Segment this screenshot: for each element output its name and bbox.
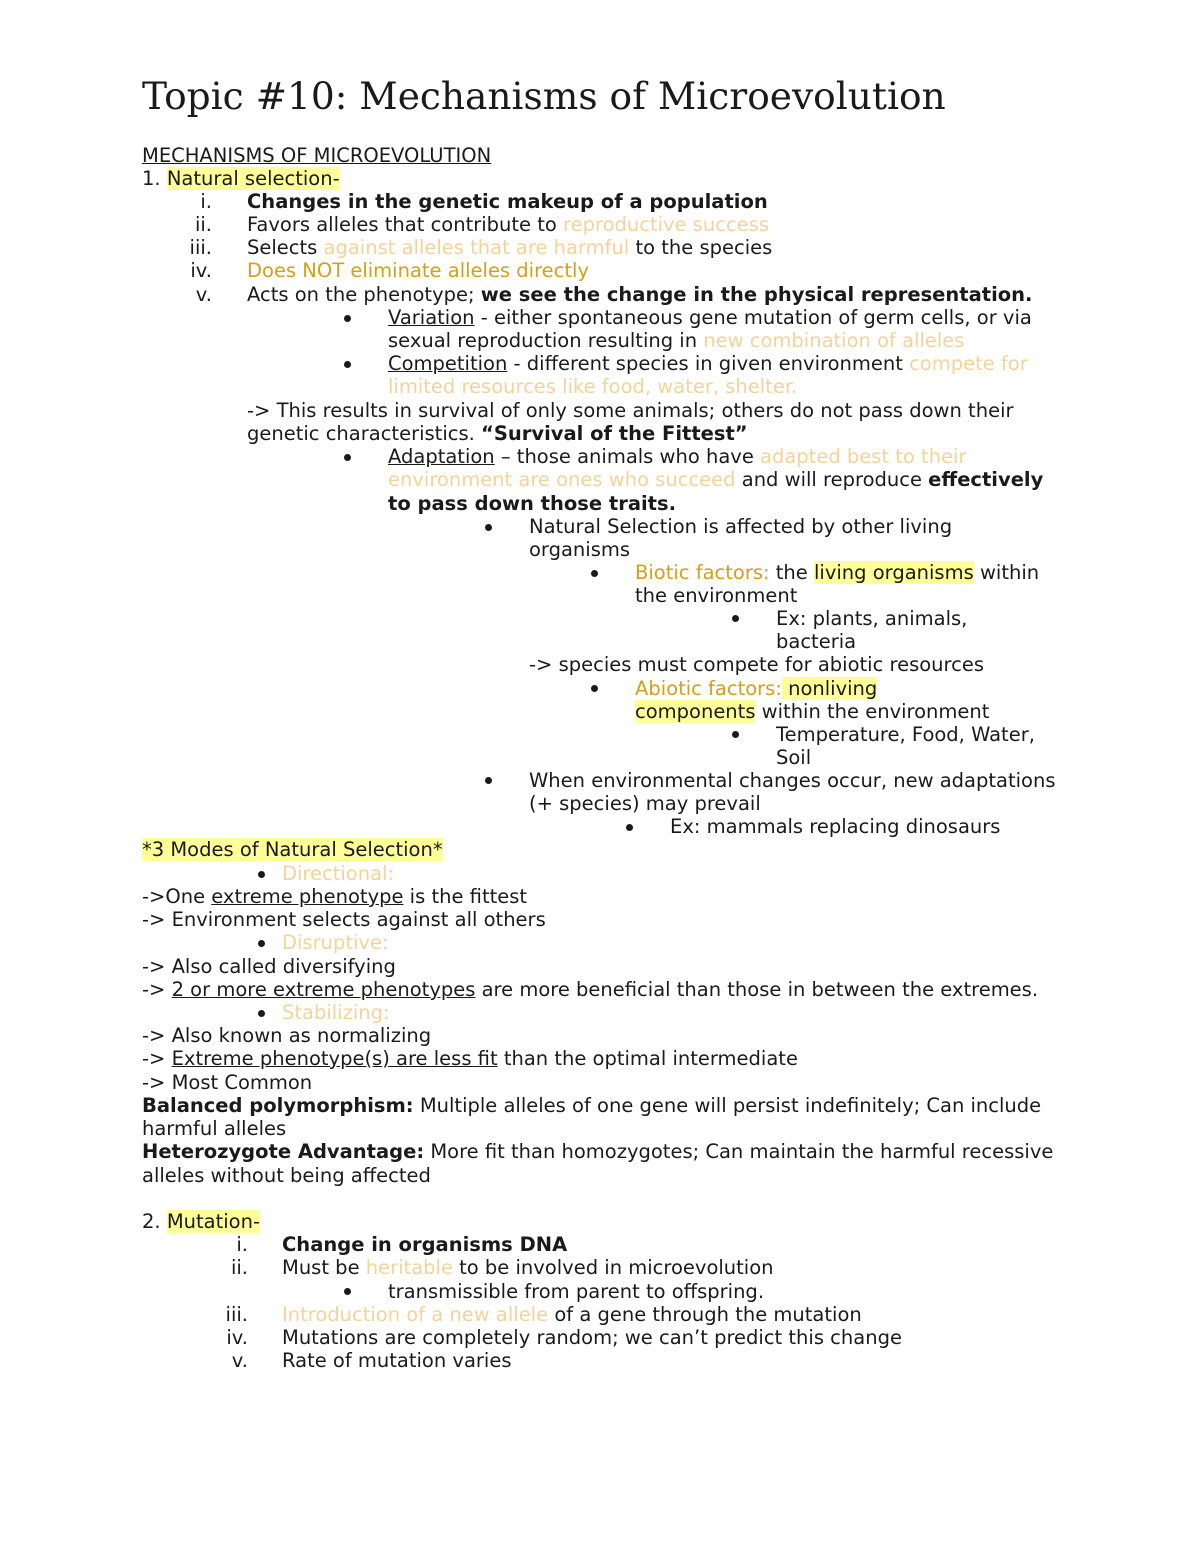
- list-item: Ex: mammals replacing dinosaurs: [670, 815, 1001, 838]
- list-item: Soil: [776, 746, 812, 769]
- list-item: Temperature, Food, Water,: [776, 723, 1035, 746]
- roman-numeral: iv.: [226, 1326, 248, 1349]
- list-item: Rate of mutation varies: [282, 1349, 512, 1372]
- text: Must be: [282, 1256, 366, 1279]
- term: Balanced polymorphism:: [142, 1094, 414, 1117]
- balanced-polymorphism: [142, 1094, 1041, 1117]
- list-item: (+ species) may prevail: [529, 792, 761, 815]
- list-item: -> Also known as normalizing: [142, 1024, 432, 1047]
- roman-numeral: v.: [195, 283, 212, 306]
- text: Introduction of a new allele: [282, 1303, 549, 1326]
- list-item: [142, 978, 1038, 1001]
- text: - either spontaneous gene mutation of germ cells, or via: [474, 306, 1032, 329]
- abiotic-line: [635, 677, 877, 700]
- list-item: organisms: [529, 538, 631, 561]
- section-number: 2.: [142, 1210, 167, 1233]
- text: effectively: [928, 468, 1044, 491]
- roman-numeral: v.: [231, 1349, 248, 1372]
- text: Abiotic factors:: [635, 677, 782, 700]
- text: and will reproduce: [735, 468, 929, 491]
- modes-heading: [142, 838, 443, 861]
- biotic-line: [635, 561, 1039, 584]
- text: adapted best to their: [760, 445, 967, 468]
- list-item: Natural Selection is affected by other living: [529, 515, 953, 538]
- list-item: [282, 1303, 862, 1326]
- section-heading: MECHANISMS OF MICROEVOLUTION: [142, 144, 492, 167]
- text: ->One: [142, 885, 212, 908]
- term: Heterozygote Advantage:: [142, 1140, 425, 1163]
- text: Selects: [247, 236, 324, 259]
- roman-numeral: ii.: [230, 1256, 248, 1279]
- text: reproductive success: [563, 213, 770, 236]
- text: ->: [142, 1047, 172, 1070]
- text: compete for: [909, 352, 1028, 375]
- list-item: When environmental changes occur, new adaptations: [529, 769, 1056, 792]
- adaptation-line: [388, 468, 1043, 491]
- adaptation-line: to pass down those traits.: [388, 492, 677, 515]
- biotic-line: the environment: [635, 584, 798, 607]
- result-line: -> This results in survival of only some animals; others do not pass down their: [247, 399, 1014, 422]
- text: within: [973, 561, 1040, 584]
- section-2-header: [142, 1210, 260, 1233]
- text: Favors alleles that contribute to: [247, 213, 564, 236]
- text: heritable: [365, 1256, 453, 1279]
- mode-directional: Directional:: [282, 862, 395, 885]
- balanced-polymorphism: harmful alleles: [142, 1117, 287, 1140]
- text: ->: [142, 978, 172, 1001]
- list-item: Ex: plants, animals,: [776, 607, 968, 630]
- bullet-icon: [485, 777, 492, 784]
- text: to be involved in microevolution: [452, 1256, 774, 1279]
- text: is the fittest: [403, 885, 528, 908]
- bullet-icon: [732, 731, 739, 738]
- bullet-icon: [344, 361, 351, 368]
- bullet-icon: [258, 871, 265, 878]
- text: new combination of alleles: [703, 329, 965, 352]
- text: sexual reproduction resulting in: [388, 329, 704, 352]
- list-item: -> Also called diversifying: [142, 955, 396, 978]
- text: More fit than homozygotes; Can maintain the harmful recessive: [424, 1140, 1054, 1163]
- roman-numeral: i.: [236, 1233, 248, 1256]
- roman-numeral: iv.: [190, 259, 212, 282]
- text: the: [769, 561, 814, 584]
- text: against alleles that are harmful: [323, 236, 630, 259]
- list-item: Does NOT eliminate alleles directly: [247, 259, 590, 282]
- text: living organisms: [813, 561, 974, 584]
- mode-stabilizing: Stabilizing:: [282, 1001, 390, 1024]
- variation-line: [388, 306, 1032, 329]
- roman-numeral: iii.: [189, 236, 212, 259]
- bullet-icon: [591, 685, 598, 692]
- text: than the optimal intermediate: [497, 1047, 798, 1070]
- list-item: -> species must compete for abiotic resources: [529, 653, 984, 676]
- text: components: [635, 700, 756, 723]
- text: “Survival of the Fittest”: [481, 422, 748, 445]
- list-item: [142, 885, 527, 908]
- term: Variation: [388, 306, 475, 329]
- bullet-icon: [732, 615, 739, 622]
- result-line: [247, 422, 748, 445]
- text: - different species in given environment: [507, 352, 910, 375]
- text: we see the change in the physical representation.: [480, 283, 1033, 306]
- text: nonliving: [781, 677, 878, 700]
- roman-numeral: ii.: [194, 213, 212, 236]
- list-item: [142, 1047, 798, 1070]
- bullet-icon: [258, 1010, 265, 1017]
- bullet-icon: [626, 824, 633, 831]
- text: are more beneficial than those in between the extremes.: [475, 978, 1039, 1001]
- text: Multiple alleles of one gene will persist indefinitely; Can include: [413, 1094, 1042, 1117]
- text: genetic characteristics.: [247, 422, 482, 445]
- competition-line: limited resources like food, water, shelter.: [388, 375, 798, 398]
- list-item: [247, 213, 769, 236]
- list-item: Changes in the genetic makeup of a population: [247, 190, 768, 213]
- term: Adaptation: [388, 445, 495, 468]
- list-item: Mutations are completely random; we can’t predict this change: [282, 1326, 902, 1349]
- text: of a gene through the mutation: [548, 1303, 862, 1326]
- list-item: -> Most Common: [142, 1071, 313, 1094]
- roman-numeral: i.: [200, 190, 212, 213]
- term: Competition: [388, 352, 508, 375]
- adaptation-line: [388, 445, 967, 468]
- page-title: Topic #10: Mechanisms of Microevolution: [142, 74, 946, 118]
- text: extreme phenotype: [211, 885, 404, 908]
- text: to the species: [629, 236, 773, 259]
- heterozygote-advantage: alleles without being affected: [142, 1164, 431, 1187]
- list-item: [247, 283, 1032, 306]
- text: 2 or more extreme phenotypes: [171, 978, 476, 1001]
- bullet-icon: [258, 940, 265, 947]
- natural-selection-label: Natural selection-: [166, 167, 340, 190]
- bullet-icon: [344, 454, 351, 461]
- text: – those animals who have: [494, 445, 761, 468]
- bullet-icon: [344, 1288, 351, 1295]
- section-number: 1.: [142, 167, 167, 190]
- section-1-header: [142, 167, 340, 190]
- mutation-label: Mutation-: [166, 1210, 260, 1233]
- mode-disruptive: Disruptive:: [282, 931, 389, 954]
- text: *3 Modes of Natural Selection*: [142, 838, 443, 861]
- abiotic-line: [635, 700, 989, 723]
- list-item: [247, 236, 772, 259]
- competition-line: [388, 352, 1028, 375]
- bullet-icon: [485, 524, 492, 531]
- list-item: [282, 1256, 774, 1279]
- text: environment are ones who succeed: [388, 468, 736, 491]
- text: within the environment: [755, 700, 990, 723]
- bullet-icon: [344, 315, 351, 322]
- list-item: -> Environment selects against all others: [142, 908, 546, 931]
- text: Extreme phenotype(s) are less fit: [171, 1047, 498, 1070]
- roman-numeral: iii.: [225, 1303, 248, 1326]
- list-item: transmissible from parent to offspring.: [388, 1280, 765, 1303]
- list-item: Change in organisms DNA: [282, 1233, 568, 1256]
- list-item: bacteria: [776, 630, 857, 653]
- text: Biotic factors:: [635, 561, 770, 584]
- text: Acts on the phenotype;: [247, 283, 481, 306]
- variation-line: [388, 329, 964, 352]
- heterozygote-advantage: [142, 1140, 1053, 1163]
- bullet-icon: [591, 570, 598, 577]
